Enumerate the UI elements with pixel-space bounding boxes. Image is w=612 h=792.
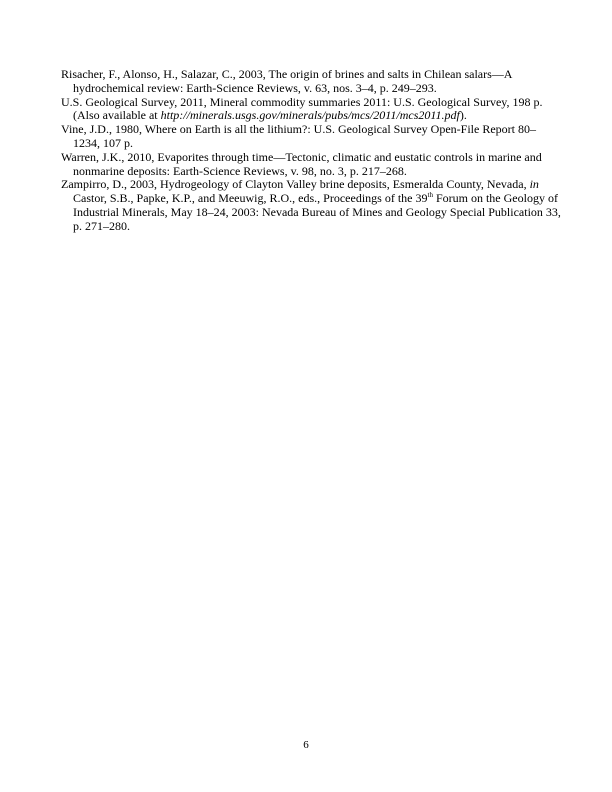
reference-text: Warren, J.K., 2010, Evaporites through time—Tectonic, climatic and eustatic controls in marine and nonmarine deposits: Earth-Science Reviews, v. 98, no. 3, p. 217–268.	[61, 149, 542, 178]
reference-entry	[61, 123, 561, 151]
reference-text-superscript: th	[427, 191, 433, 200]
reference-text-italic: in	[529, 177, 539, 192]
reference-text: ).	[459, 108, 467, 123]
reference-entry	[61, 68, 561, 96]
reference-text: Risacher, F., Alonso, H., Salazar, C., 2003, The origin of brines and salts in Chilean salars—A hydrochemical review: Earth-Science Reviews, v. 63, nos. 3–4, p. 249–293.	[61, 67, 512, 95]
reference-text-italic: http://minerals.usgs.gov/minerals/pubs/mcs/2011/mcs2011.pdf	[160, 108, 460, 123]
reference-text: Zampirro, D., 2003, Hydrogeology of Clayton Valley brine deposits, Esmeralda County, Nevada,	[61, 177, 530, 192]
reference-entry	[61, 178, 561, 233]
references-list	[61, 68, 561, 234]
reference-entry	[61, 151, 561, 179]
reference-text: Vine, J.D., 1980, Where on Earth is all the lithium?: U.S. Geological Survey Open-File Report 80–1234, 107 p.	[61, 122, 536, 150]
reference-text: Forum on the Geology of Industrial Minerals, May 18–24, 2003: Nevada Bureau of Mines and Geology Special Publication 33, p. 271–280.	[73, 191, 561, 233]
page-number: 6	[303, 739, 309, 751]
reference-text: Castor, S.B., Papke, K.P., and Meeuwig, R.O., eds., Proceedings of the 39	[73, 191, 428, 206]
reference-entry	[61, 96, 561, 124]
reference-text: U.S. Geological Survey, 2011, Mineral commodity summaries 2011: U.S. Geological Survey, 198 p. (Also available at	[61, 94, 543, 123]
